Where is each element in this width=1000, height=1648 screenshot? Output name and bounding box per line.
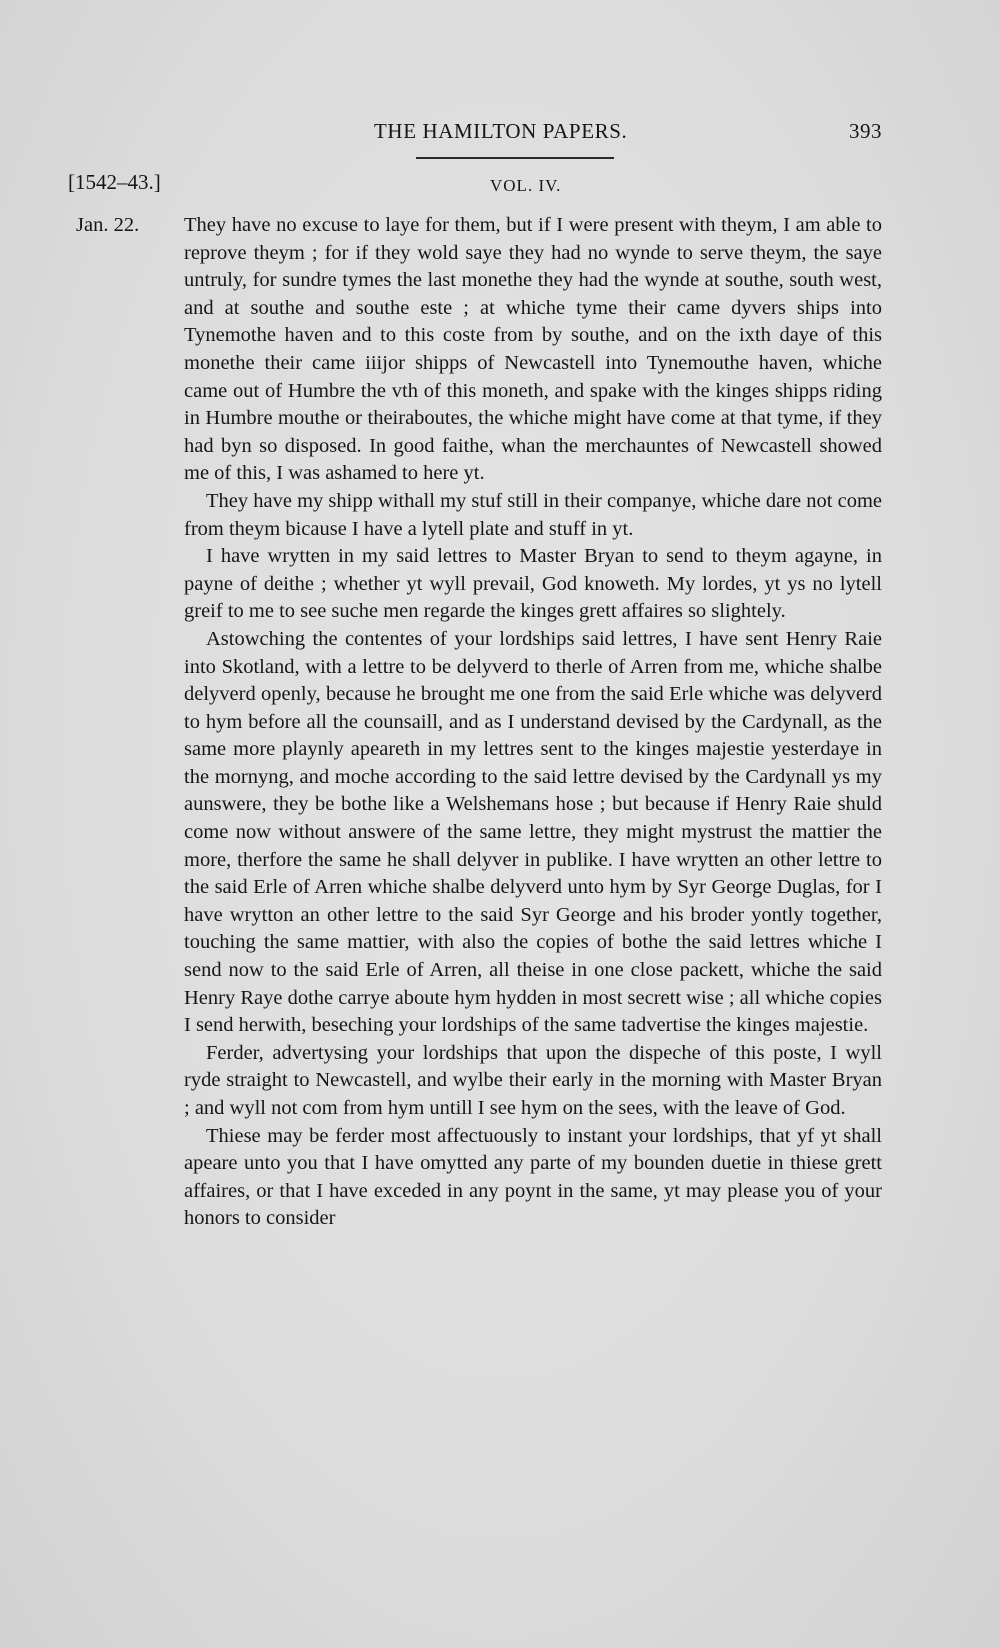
header-rule <box>416 157 614 159</box>
volume-label: VOL. IV. <box>490 176 562 195</box>
paragraph: Astowching the contentes of your lordships said lettres, I have sent Henry Raie into Skotland, with a lettre to be delyverd to therle of Arren from me, whiche shalbe delyverd openly, because he brought me one from the said Erle whiche was delyverd to hym before all the counsaill, and as I understand devised by the Cardynall, as the same more playnly apeareth in my lettres sent to the kinges majestie yesterdaye in the mornyng, and moche according to the said lettre devised by the Cardynall ys my aunswere, they be bothe like a Welshemans hose ; but because if Henry Raie shuld come now without answere of the same lettre, they might mystrust the mattier the more, therfore the same he shall delyver in publike. I have wrytten an other lettre to the said Erle of Arren whiche shalbe delyverd unto hym by Syr George Duglas, for I have wrytton an other lettre to the said Syr George and his broder yontly together, touching the same mattier, with also the copies of bothe the said lettres whiche I send now to the said Erle of Arren, all theise in one close packett, whiche the said Henry Raye dothe carrye aboute hym hydden in most secrett wise ; all whiche copies I send herwith, beseching your lordships of the same tadvertise the kinges majestie. <box>184 627 882 1037</box>
margin-date: Jan. 22. <box>76 214 140 236</box>
date-range: [1542–43.] <box>68 170 161 194</box>
paragraph: I have wrytten in my said lettres to Master Bryan to send to theym agayne, in payne of deithe ; whether yt wyll prevail, God knoweth. My lordes, yt ys no lytell greif to me to see suche men regarde the kinges grett affaires so slightely. <box>184 545 882 623</box>
paragraph: They have my shipp withall my stuf still in their companye, whiche dare not come from theym bicause I have a lytell plate and stuff in yt. <box>184 489 882 540</box>
running-head <box>0 112 1000 152</box>
paragraph: Thiese may be ferder most affectuously to instant your lordships, that yf yt shall apeare unto you that I have omytted any parte of my bounden duetie in thiese grett affaires, or that I have exceded in any poynt in the same, yt may please you of your honors to consider <box>184 1124 882 1230</box>
paragraph: They have no excuse to laye for them, but if I were present with theym, I am able to reprove theym ; for if they wold saye they had no wynde to serve theym, the saye untruly, for sundre tymes the last monethe they had the wynde at southe, south west, and at southe and southe este ; at whiche tyme their came dyvers ships into Tynemothe haven and to this coste from by southe, and on the ixth daye of this monethe their came iiijor shipps of Newcastell into Tynemouthe haven, whiche came out of Humbre the vth of this moneth, and spake with the kinges shipps riding in Humbre mouthe or theiraboutes, the whiche might have come at that tyme, if they had byn so disposed. In good faithe, whan the merchauntes of Newcastell showed me of this, I was ashamed to here yt. <box>184 214 882 485</box>
paragraph: Ferder, advertysing your lordships that upon the dispeche of this poste, I wyll ryde straight to Newcastell, and wylbe their early in the morning with Master Bryan ; and wyll not com from hym untill I see hym on the sees, with the leave of God. <box>184 1041 882 1119</box>
page-number: 393 <box>849 119 882 143</box>
body-text <box>184 212 882 1233</box>
running-title: THE HAMILTON PAPERS. <box>374 119 628 143</box>
